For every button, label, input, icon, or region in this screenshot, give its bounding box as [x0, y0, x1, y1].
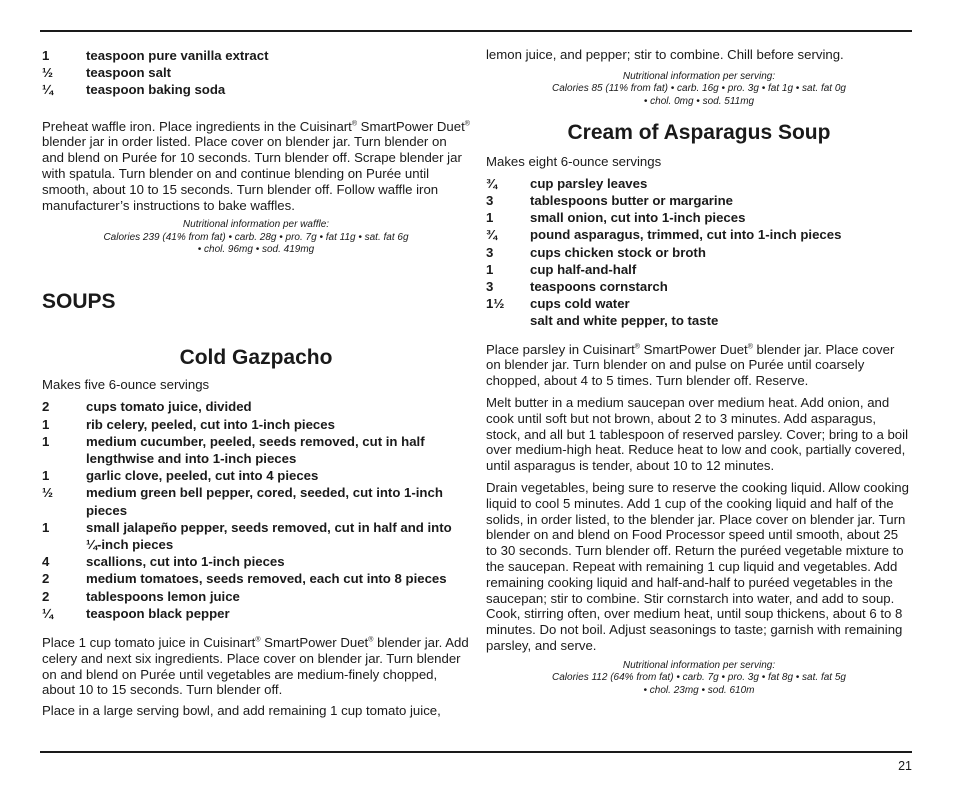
ingredient-item: teaspoons cornstarch	[530, 279, 668, 295]
section-heading: SOUPS	[42, 289, 116, 313]
ingredient-row	[486, 312, 912, 329]
ingredient-row	[42, 519, 470, 553]
ingredient-row	[42, 588, 470, 605]
asparagus-method-1: Place parsley in Cuisinart® SmartPower Duet® blender jar. Place cover on blender jar. Turn blender on and pulse on Purée until coarsely chopped, about 4 to 5 times. Turn blender off. Reserve.	[486, 341, 895, 389]
ingredient-row	[42, 398, 470, 415]
gazpacho-method-2: Place in a large serving bowl, and add remaining 1 cup tomato juice,	[42, 703, 441, 719]
asparagus-method-2: Melt butter in a medium saucepan over medium heat. Add onion, and cook until soft but not brown, about 2 to 3 minutes. Add asparagus, stock, and all but 1 tablespoon of reserved parsley. Cover; bring to a boil over medium-high heat. Reduce heat to low and cook, partially covered, until asparagus is tender, about 10 to 12 minutes.	[486, 395, 908, 474]
ingredient-row	[486, 175, 912, 192]
ingredient-qty: ¼	[42, 82, 53, 98]
asparagus-nutrition: Nutritional information per serving: Calories 112 (64% from fat) • carb. 7g • pro. 3g • fat 8g • sat. fat 5g • chol. 23mg • sod. 610m	[552, 659, 846, 696]
ingredient-item: pound asparagus, trimmed, cut into 1-inch pieces	[530, 227, 842, 243]
left-column	[42, 47, 470, 719]
recipe-title-asparagus: Cream of Asparagus Soup	[567, 121, 831, 145]
ingredient-qty: 1	[42, 48, 50, 63]
waffle-ingredient-list	[42, 47, 470, 99]
ingredient-row	[486, 192, 912, 209]
ingredient-qty: 1	[486, 261, 494, 277]
ingredient-qty: ½	[42, 65, 53, 81]
ingredient-qty: 1	[42, 433, 50, 449]
ingredient-row	[42, 433, 470, 467]
ingredient-item: rib celery, peeled, cut into 1-inch pieces	[86, 416, 335, 432]
ingredient-qty: ½	[42, 485, 53, 501]
right-column	[486, 47, 912, 697]
ingredient-row	[486, 226, 912, 243]
ingredient-row	[42, 467, 470, 484]
asparagus-servings: Makes eight 6-ounce servings	[486, 154, 662, 170]
ingredient-item: medium green bell pepper, cored, seeded, cut into 1-inch pieces	[86, 485, 443, 518]
ingredient-item: cups cold water	[530, 296, 630, 312]
gazpacho-method-1: Place 1 cup tomato juice in Cuisinart® SmartPower Duet® blender jar. Add celery and next six ingredients. Place cover on blender jar. Turn blender on and blend on Purée until vegetables are medium-finely chopped, about 10 to 15 seconds. Turn blender off.	[42, 635, 469, 698]
ingredient-qty: 3	[486, 244, 494, 260]
ingredient-row	[42, 81, 470, 98]
ingredient-item: medium cucumber, peeled, seeds removed, cut in half lengthwise and into 1-inch pieces	[86, 433, 425, 467]
ingredient-qty: 1½	[486, 296, 505, 312]
ingredient-row	[42, 64, 470, 81]
ingredient-item: small jalapeño pepper, seeds removed, cut in half and into ¼-inch pieces	[86, 519, 452, 553]
waffle-method: Preheat waffle iron. Place ingredients in the Cuisinart® SmartPower Duet® blender jar in order listed. Place cover on blender jar. Turn blender on and blend on Purée for 10 seconds. Turn blender off. Scrape blender jar with spatula. Turn blender on and continue blending on Purée until smooth, about 10 to 15 seconds. Turn blender off. Follow waffle iron manufacturer’s instructions to bake waffles.	[42, 118, 470, 213]
ingredient-row	[486, 295, 912, 312]
page-number: 21	[898, 759, 912, 773]
ingredient-qty: ¾	[486, 175, 497, 191]
ingredient-qty: ¼	[42, 605, 53, 621]
ingredient-qty	[486, 312, 530, 329]
gazpacho-nutrition: Nutritional information per serving: Calories 85 (11% from fat) • carb. 16g • pro. 3g • fat 1g • sat. fat 0g • chol. 0mg • sod. 511mg	[552, 70, 846, 107]
ingredient-qty: 3	[486, 193, 494, 209]
ingredient-item: garlic clove, peeled, cut into 4 pieces	[86, 468, 319, 484]
ingredient-row	[42, 605, 470, 622]
ingredient-row	[486, 209, 912, 226]
ingredient-item: cup parsley leaves	[530, 175, 648, 191]
bottom-rule	[40, 751, 912, 753]
ingredient-row	[486, 244, 912, 261]
ingredient-row	[486, 261, 912, 278]
ingredient-qty: ¾	[486, 227, 497, 243]
ingredient-row	[486, 278, 912, 295]
ingredient-item: medium tomatoes, seeds removed, each cut into 8 pieces	[86, 571, 447, 587]
ingredient-item: teaspoon baking soda	[86, 82, 226, 98]
ingredient-item: tablespoons butter or margarine	[530, 193, 733, 209]
ingredient-row	[42, 484, 470, 518]
ingredient-qty: 1	[42, 519, 50, 535]
ingredient-item: teaspoon salt	[86, 65, 172, 81]
ingredient-item: scallions, cut into 1-inch pieces	[86, 554, 285, 570]
asparagus-method-3: Drain vegetables, being sure to reserve the cooking liquid. Allow cooking liquid to cool 5 minutes. Add 1 cup of the cooking liquid and half of the solids, in order listed, to the blender jar. Place cover on blender jar. Turn blender on and blend on Food Processor speed until smooth, about 25 to 30 seconds. Turn blender off. Return the puréed vegetable mixture to the saucepan. Repeat with remaining 1 cup liquid and vegetables. Add remaining cooking liquid and half-and-half to puréed vegetables in the saucepan; stir to combine. Stir cornstarch into water, and add to soup. Cook, stirring often, over medium heat, until soup thickens, about 6 to 8 minutes. Do not boil. Adjust seasonings to taste; garnish with remaining parsley, and serve.	[486, 480, 909, 653]
ingredient-item: cups tomato juice, divided	[86, 399, 252, 415]
top-rule	[40, 30, 912, 32]
ingredient-row	[42, 570, 470, 587]
ingredient-qty: 2	[42, 588, 50, 604]
waffle-nutrition: Nutritional information per waffle: Calories 239 (41% from fat) • carb. 28g • pro. 7g • fat 11g • sat. fat 6g • chol. 96mg • sod. 419mg	[103, 219, 409, 256]
ingredient-qty: 1	[42, 468, 50, 484]
ingredient-item: cup half-and-half	[530, 261, 637, 277]
ingredient-qty: 1	[486, 210, 494, 226]
ingredient-row	[42, 47, 470, 64]
asparagus-ingredient-list	[486, 175, 912, 330]
ingredient-qty: 2	[42, 571, 50, 587]
recipe-title-gazpacho: Cold Gazpacho	[179, 345, 333, 369]
gazpacho-ingredient-list	[42, 398, 470, 622]
ingredient-qty: 1	[42, 416, 50, 432]
gazpacho-method-2-continued: lemon juice, and pepper; stir to combine. Chill before serving.	[486, 47, 844, 62]
ingredient-item: teaspoon pure vanilla extract	[86, 48, 269, 63]
ingredient-item: cups chicken stock or broth	[530, 244, 706, 260]
ingredient-qty: 3	[486, 279, 494, 295]
ingredient-item: teaspoon black pepper	[86, 605, 230, 621]
ingredient-row	[42, 416, 470, 433]
ingredient-qty: 2	[42, 399, 50, 415]
ingredient-item: tablespoons lemon juice	[86, 588, 240, 604]
ingredient-item: small onion, cut into 1-inch pieces	[530, 210, 746, 226]
ingredient-row	[42, 553, 470, 570]
gazpacho-servings: Makes five 6-ounce servings	[42, 376, 210, 392]
ingredient-item: salt and white pepper, to taste	[530, 313, 719, 329]
ingredient-qty: 4	[42, 554, 50, 570]
